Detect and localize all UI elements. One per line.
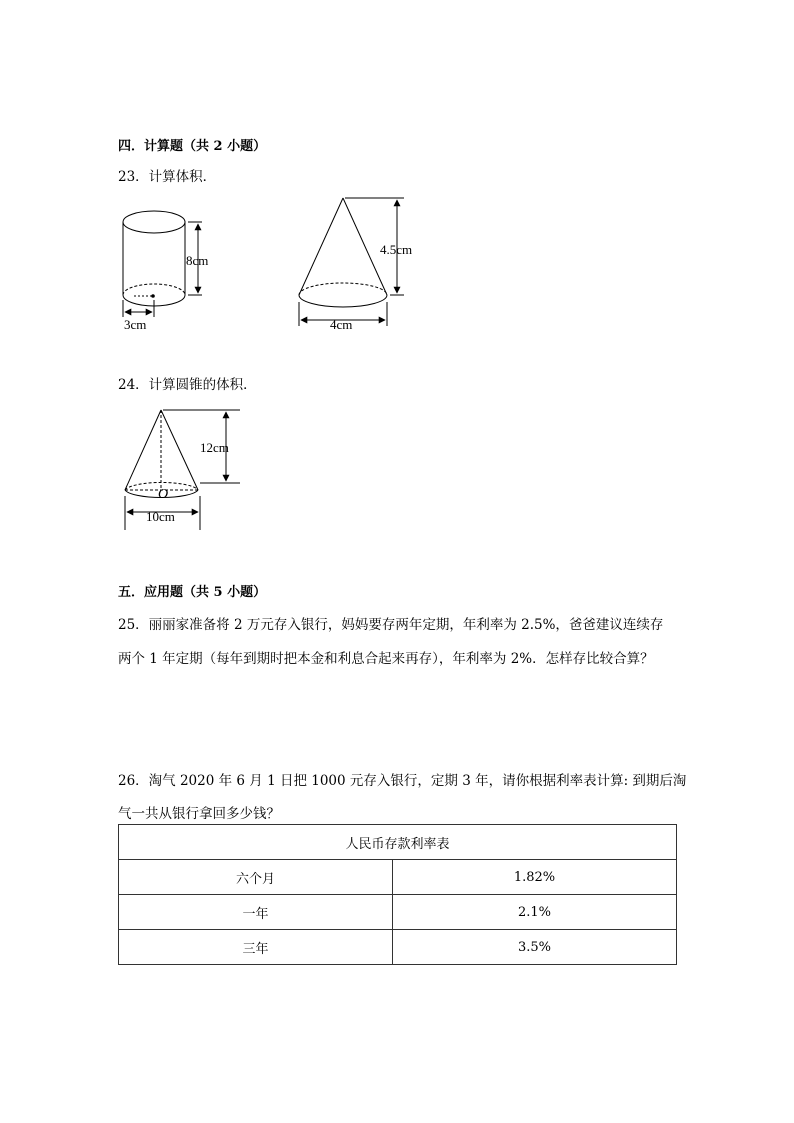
interest-rate-table bbox=[118, 824, 677, 965]
cone-figure-q24 bbox=[116, 404, 246, 532]
question-25-line-1: 25．丽丽家准备将 2 万元存入银行，妈妈要存两年定期，年利率为 2.5%，爸爸建议连续存 bbox=[118, 617, 664, 633]
table-row bbox=[119, 930, 677, 965]
cone-center-label: O bbox=[158, 487, 169, 502]
question-26-line-1: 26．淘气 2020 年 6 月 1 日把 1000 元存入银行，定期 3 年，请你根据利率表计算: 到期后淘 bbox=[118, 773, 687, 789]
table-title: 人民币存款利率表 bbox=[119, 825, 677, 860]
section-5-title: 五．应用题（共 5 小题） bbox=[118, 585, 267, 600]
question-24-text: 24．计算圆锥的体积． bbox=[118, 377, 257, 393]
section-4-title: 四．计算题（共 2 小题） bbox=[118, 139, 267, 154]
rate-cell: 2.1% bbox=[393, 895, 677, 930]
term-cell: 六个月 bbox=[119, 860, 393, 895]
term-cell: 一年 bbox=[119, 895, 393, 930]
cone-height-label: 4.5cm bbox=[380, 242, 413, 257]
question-26-line-2: 气一共从银行拿回多少钱？ bbox=[118, 806, 280, 822]
rate-cell: 3.5% bbox=[393, 930, 677, 965]
term-cell: 三年 bbox=[119, 930, 393, 965]
cone-diameter-label-q24: 10cm bbox=[146, 509, 175, 524]
question-23-text: 23．计算体积． bbox=[118, 169, 217, 185]
cylinder-radius-label: 3cm bbox=[124, 317, 147, 332]
cone-figure-q23 bbox=[292, 192, 422, 337]
cone-height-label-q24: 12cm bbox=[200, 440, 229, 455]
question-25-line-2: 两个 1 年定期（每年到期时把本金和利息合起来再存），年利率为 2%．怎样存比较合算？ bbox=[118, 651, 654, 667]
table-row bbox=[119, 860, 677, 895]
cylinder-height-label: 8cm bbox=[186, 253, 209, 268]
table-header-row bbox=[119, 825, 677, 860]
rate-cell: 1.82% bbox=[393, 860, 677, 895]
cylinder-figure bbox=[112, 205, 222, 335]
cone-diameter-label: 4cm bbox=[330, 317, 353, 332]
table-row bbox=[119, 895, 677, 930]
